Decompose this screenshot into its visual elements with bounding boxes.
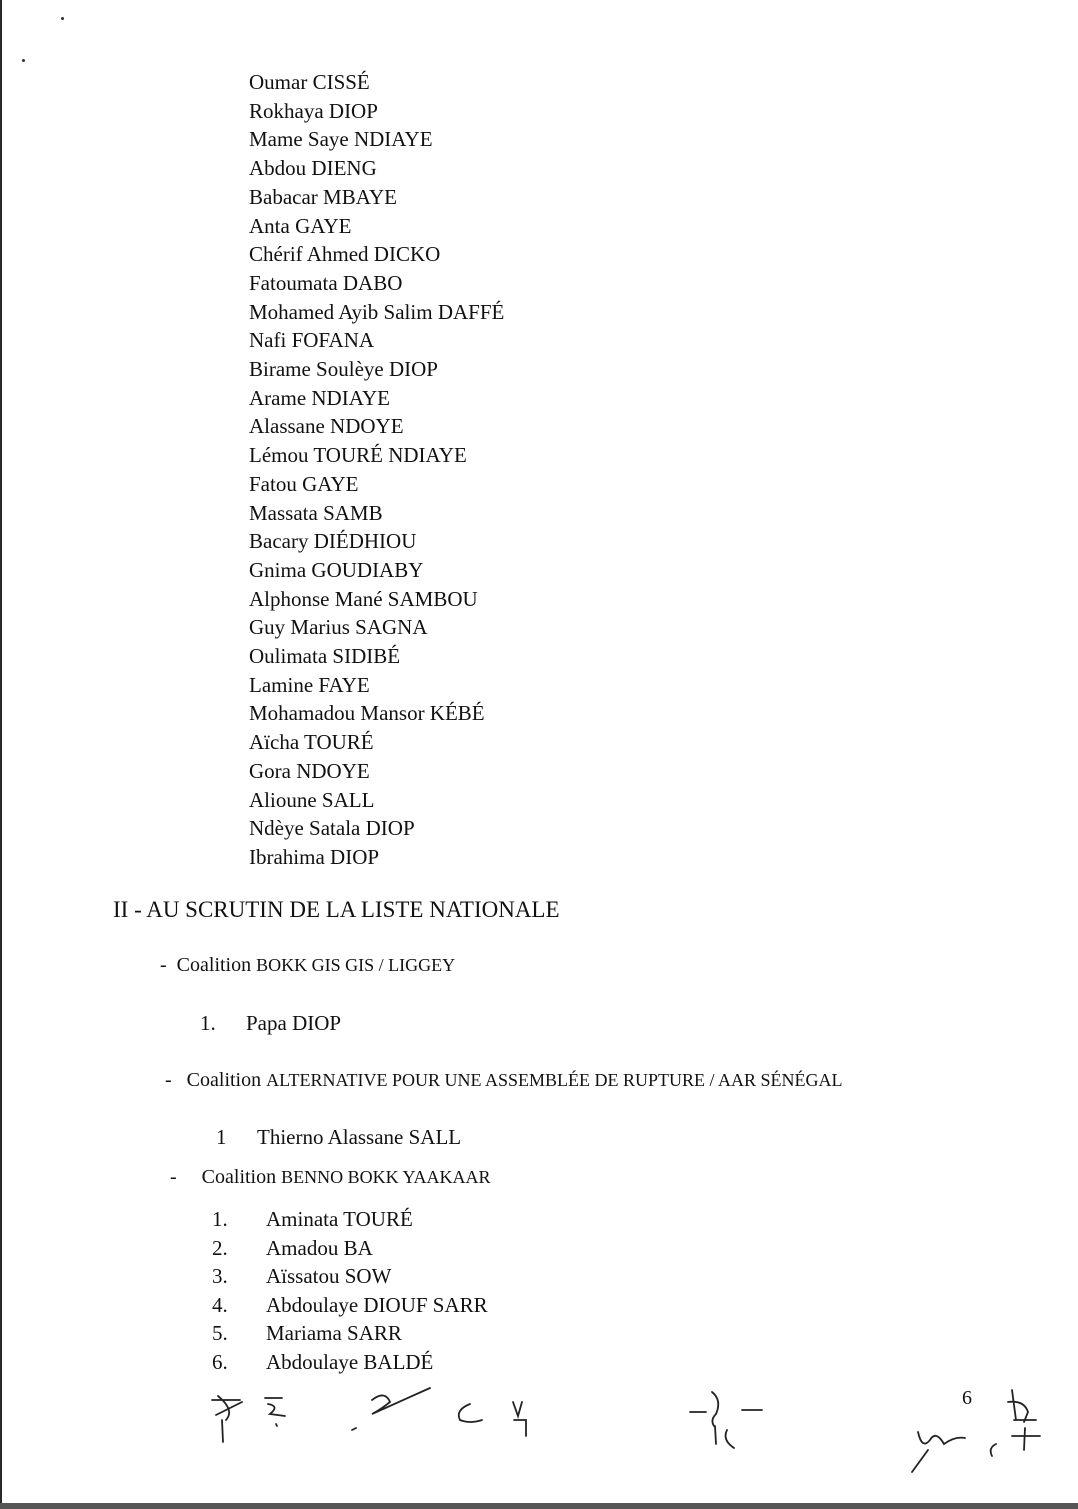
- coalition-heading: [160, 954, 455, 977]
- item-number: 2.: [212, 1235, 228, 1260]
- coalition-prefix: Coalition: [176, 954, 252, 976]
- coalition-name: BOKK GIS GIS / LIGGEY: [256, 955, 456, 975]
- item-number: 1: [216, 1125, 227, 1149]
- item-name: Aïssatou SOW: [266, 1264, 392, 1289]
- list-item: Bacary DIÉDHIOU: [249, 529, 417, 554]
- list-item: Nafi FOFANA: [249, 328, 375, 353]
- item-name: Abdoulaye BALDÉ: [266, 1349, 434, 1374]
- item-name: Papa DIOP: [246, 1011, 342, 1035]
- list-item: Ndèye Satala DIOP: [249, 816, 415, 841]
- scan-speck: [61, 17, 64, 20]
- section-heading: II - AU SCRUTIN DE LA LISTE NATIONALE: [113, 897, 560, 922]
- list-item: Oulimata SIDIBÉ: [249, 644, 401, 669]
- item-name: Amadou BA: [266, 1235, 373, 1260]
- coalition-heading: [165, 1069, 843, 1092]
- list-item: Abdou DIENG: [249, 156, 377, 181]
- initial-mark: [352, 1388, 430, 1430]
- coalition-name: ALTERNATIVE POUR UNE ASSEMBLÉE DE RUPTURE / AAR SÉNÉGAL: [266, 1070, 843, 1090]
- list-item: Rokhaya DIOP: [249, 98, 378, 123]
- list-item: Alassane NDOYE: [249, 414, 404, 439]
- page-edge-bottom: [0, 1503, 1078, 1509]
- initial-mark: [212, 1396, 242, 1442]
- list-item: Birame Soulèye DIOP: [249, 357, 438, 382]
- list-item: Ibrahima DIOP: [249, 844, 380, 869]
- coalition-dash: -: [165, 1069, 172, 1091]
- coalition-heading: [170, 1166, 490, 1189]
- list-item: Lémou TOURÉ NDIAYE: [249, 443, 467, 468]
- item-name: Abdoulaye DIOUF SARR: [266, 1292, 488, 1317]
- list-item: Mame Saye NDIAYE: [249, 127, 433, 152]
- item-number: 6.: [212, 1349, 228, 1374]
- item-number: 5.: [212, 1321, 228, 1346]
- list-item: Oumar CISSÉ: [249, 70, 370, 94]
- item-name: Mariama SARR: [266, 1321, 402, 1346]
- list-item: Chérif Ahmed DICKO: [249, 242, 441, 267]
- names-list: [249, 68, 504, 872]
- list-item: Arame NDIAYE: [249, 385, 390, 410]
- list-item: Massata SAMB: [249, 500, 383, 525]
- scan-speck: [22, 59, 25, 62]
- item-number: 1.: [200, 1011, 216, 1035]
- item-number: 4.: [212, 1292, 228, 1317]
- coalition-dash: -: [170, 1166, 177, 1188]
- list-item: Gnima GOUDIABY: [249, 557, 424, 582]
- item-name: Thierno Alassane SALL: [257, 1125, 462, 1149]
- initial-mark: [690, 1392, 762, 1448]
- list-item: Lamine FAYE: [249, 672, 370, 697]
- initial-mark: [265, 1398, 285, 1426]
- initial-mark: [1008, 1390, 1036, 1422]
- initial-mark: [513, 1402, 526, 1436]
- page-edge-left: [0, 0, 2, 1509]
- item-number: 3.: [212, 1264, 228, 1289]
- list-item: Mohamadou Mansor KÉBÉ: [249, 701, 485, 726]
- list-item: Babacar MBAYE: [249, 184, 397, 209]
- list-item: Aïcha TOURÉ: [249, 730, 374, 755]
- page-number: 6: [962, 1387, 972, 1409]
- coalition-prefix: Coalition: [201, 1166, 277, 1188]
- list-item: Alioune SALL: [249, 787, 375, 812]
- item-name: Aminata TOURÉ: [266, 1207, 413, 1231]
- list-item: Fatoumata DABO: [249, 270, 403, 295]
- list-item: Mohamed Ayib Salim DAFFÉ: [249, 299, 505, 324]
- list-item: Fatou GAYE: [249, 471, 359, 496]
- coalition-dash: -: [160, 954, 167, 976]
- list-item: Alphonse Mané SAMBOU: [249, 586, 478, 611]
- initial-mark: [459, 1404, 482, 1422]
- list-item: Guy Marius SAGNA: [249, 615, 428, 640]
- coalition-name: BENNO BOKK YAAKAAR: [281, 1167, 491, 1187]
- list-item: Gora NDOYE: [249, 758, 370, 783]
- item-number: 1.: [212, 1207, 228, 1231]
- list-item: Anta GAYE: [249, 213, 352, 238]
- handwritten-initials: [0, 1380, 1078, 1490]
- coalition-prefix: Coalition: [186, 1069, 262, 1091]
- initial-mark: [912, 1428, 1040, 1472]
